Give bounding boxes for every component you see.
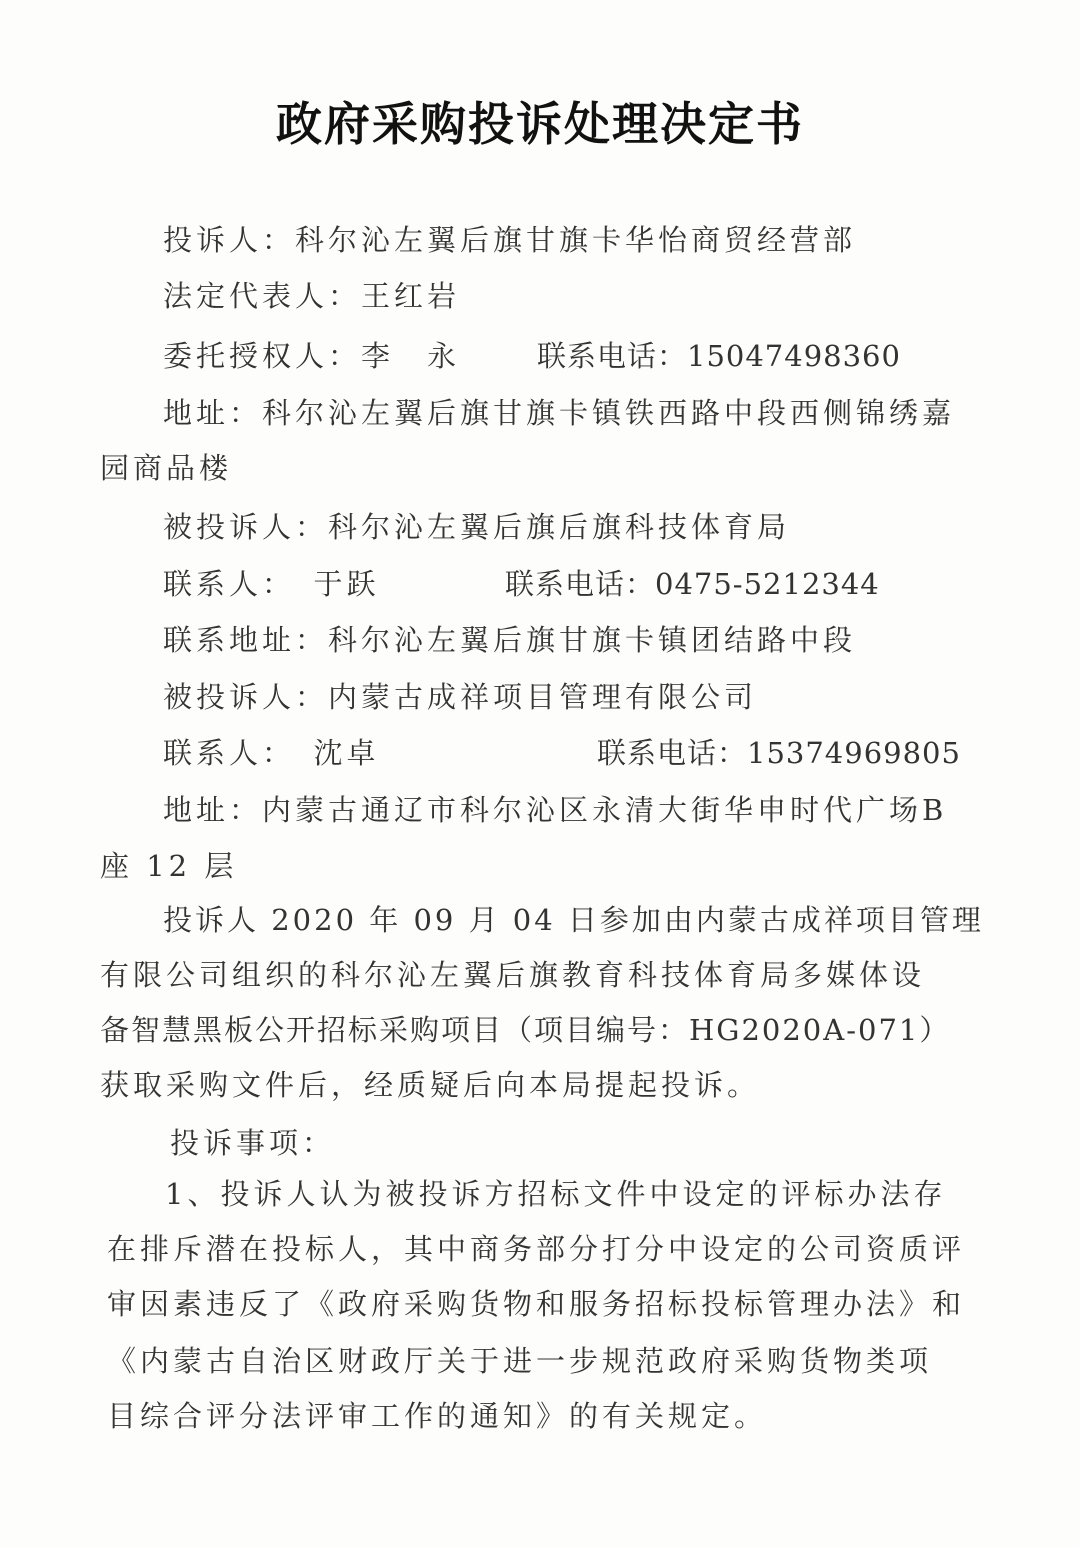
background-line4: 获取采购文件后，经质疑后向本局提起投诉。 [100, 1068, 761, 1102]
background-line1: 投诉人 2020 年 09 月 04 日参加由内蒙古成祥项目管理 [163, 903, 984, 937]
matters-item1-line3: 审因素违反了《政府采购货物和服务招标投标管理办法》和 [107, 1287, 966, 1321]
matters-item1-line1: 1、投诉人认为被投诉方招标文件中设定的评标办法存 [165, 1177, 947, 1211]
matters-heading: 投诉事项： [170, 1126, 336, 1160]
complainant-name: 投诉人：科尔沁左翼后旗甘旗卡华怡商贸经营部 [163, 223, 857, 257]
complainant-legal-rep: 法定代表人：王红岩 [163, 279, 461, 313]
matters-item1-line2: 在排斥潜在投标人，其中商务部分打分中设定的公司资质评 [107, 1232, 966, 1266]
respondent2-name: 被投诉人：内蒙古成祥项目管理有限公司 [163, 680, 758, 714]
respondent2-address-line1: 地址：内蒙古通辽市科尔沁区永清大街华申时代广场B [163, 793, 948, 827]
respondent1-contact: 联系人： 于跃 [163, 567, 380, 601]
respondent2-phone: 联系电话：15374969805 [597, 736, 961, 770]
respondent1-phone: 联系电话：0475-5212344 [505, 567, 880, 601]
complainant-agent: 委托授权人：李 永 [163, 339, 461, 373]
matters-item1-line5: 目综合评分法评审工作的通知》的有关规定。 [107, 1399, 768, 1433]
complainant-address-line2: 园商品楼 [100, 451, 233, 485]
background-line2: 有限公司组织的科尔沁左翼后旗教育科技体育局多媒体设 [100, 958, 926, 992]
complainant-address-line1: 地址：科尔沁左翼后旗甘旗卡镇铁西路中段西侧锦绣嘉 [163, 396, 956, 430]
respondent2-contact: 联系人： 沈卓 [163, 736, 380, 770]
respondent1-address: 联系地址：科尔沁左翼后旗甘旗卡镇团结路中段 [163, 623, 857, 657]
respondent1-name: 被投诉人：科尔沁左翼后旗后旗科技体育局 [163, 510, 791, 544]
matters-item1-line4: 《内蒙古自治区财政厅关于进一步规范政府采购货物类项 [107, 1344, 933, 1378]
respondent2-address-line2: 座 12 层 [100, 849, 238, 883]
complainant-agent-phone: 联系电话：15047498360 [537, 339, 901, 373]
document-title: 政府采购投诉处理决定书 [276, 97, 804, 151]
background-line3: 备智慧黑板公开招标采购项目（项目编号：HG2020A-071） [100, 1013, 951, 1047]
